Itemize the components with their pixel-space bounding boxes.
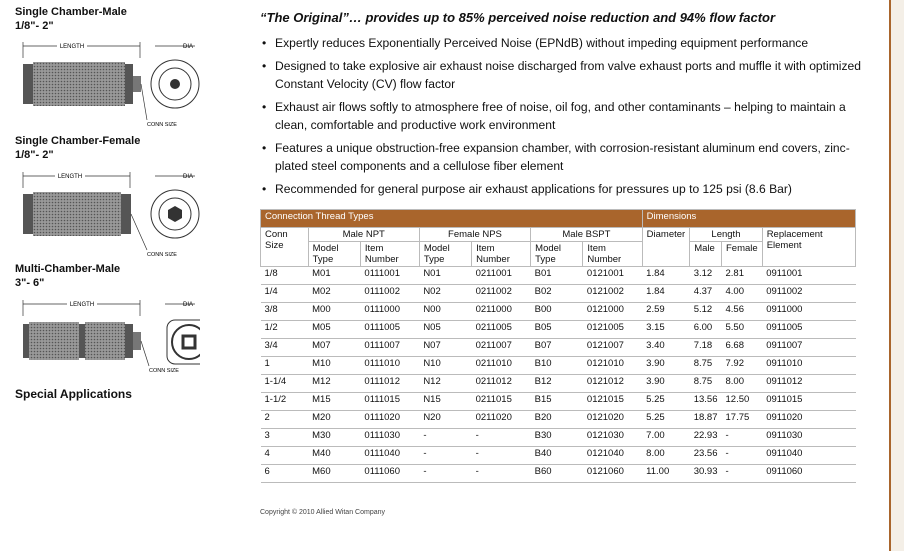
length-label: LENGTH bbox=[59, 44, 85, 50]
table-cell: 6.00 bbox=[690, 321, 722, 339]
table-cell: 0111007 bbox=[360, 339, 419, 357]
table-cell: 0911020 bbox=[762, 411, 855, 429]
table-cell: 0111002 bbox=[360, 285, 419, 303]
item-number-header: Item Number bbox=[360, 242, 419, 267]
table-cell: 2.81 bbox=[722, 267, 763, 285]
table-row bbox=[261, 375, 856, 393]
table-row bbox=[261, 357, 856, 375]
table-cell: M15 bbox=[308, 393, 360, 411]
table-row bbox=[261, 411, 856, 429]
table-cell: 0211020 bbox=[472, 411, 531, 429]
table-cell: 11.00 bbox=[642, 465, 690, 483]
table-body bbox=[261, 267, 856, 483]
table-cell: 17.75 bbox=[722, 411, 763, 429]
table-cell: 0211015 bbox=[472, 393, 531, 411]
conn-size-label: CONN SIZE bbox=[149, 368, 179, 374]
table-cell: 2.59 bbox=[642, 303, 690, 321]
table-cell: B02 bbox=[531, 285, 583, 303]
length-male-header: Male bbox=[690, 242, 722, 267]
table-cell: 0911007 bbox=[762, 339, 855, 357]
model-type-header: Model Type bbox=[308, 242, 360, 267]
table-cell: 1-1/2 bbox=[261, 393, 309, 411]
table-cell: M01 bbox=[308, 267, 360, 285]
table-cell: 0121040 bbox=[583, 447, 642, 465]
section-size: 1/8"- 2" bbox=[15, 20, 54, 32]
table-cell: 0111020 bbox=[360, 411, 419, 429]
table-cell: 3.15 bbox=[642, 321, 690, 339]
table-cell: B15 bbox=[531, 393, 583, 411]
table-cell: 5.25 bbox=[642, 393, 690, 411]
table-cell: 3/8 bbox=[261, 303, 309, 321]
table-cell: 0121001 bbox=[583, 267, 642, 285]
feature-list bbox=[262, 34, 867, 203]
conn-size-header: Conn Size bbox=[261, 228, 309, 267]
table-cell: 0111000 bbox=[360, 303, 419, 321]
dia-label: DIA bbox=[183, 174, 194, 180]
table-row bbox=[261, 285, 856, 303]
table-cell: 0911002 bbox=[762, 285, 855, 303]
table-cell: 0211007 bbox=[472, 339, 531, 357]
section-name: Single Chamber-Male bbox=[15, 6, 127, 18]
table-row bbox=[261, 465, 856, 483]
table-cell: 0911040 bbox=[762, 447, 855, 465]
dia-label: DIA bbox=[183, 302, 194, 308]
table-cell: 3.40 bbox=[642, 339, 690, 357]
model-type-header: Model Type bbox=[419, 242, 471, 267]
table-cell: 7.18 bbox=[690, 339, 722, 357]
table-cell: 6.68 bbox=[722, 339, 763, 357]
table-cell: B07 bbox=[531, 339, 583, 357]
table-cell: 0111005 bbox=[360, 321, 419, 339]
group-header-dimensions: Dimensions bbox=[642, 210, 855, 228]
table-cell: - bbox=[472, 465, 531, 483]
table-cell: 5.50 bbox=[722, 321, 763, 339]
table-cell: 1/8 bbox=[261, 267, 309, 285]
table-cell: 4.00 bbox=[722, 285, 763, 303]
table-cell: M00 bbox=[308, 303, 360, 321]
table-cell: - bbox=[472, 429, 531, 447]
model-type-header: Model Type bbox=[531, 242, 583, 267]
table-cell: N07 bbox=[419, 339, 471, 357]
table-cell: 0111015 bbox=[360, 393, 419, 411]
table-cell: B40 bbox=[531, 447, 583, 465]
length-female-header: Female bbox=[722, 242, 763, 267]
table-cell: 1.84 bbox=[642, 267, 690, 285]
table-cell: 0211001 bbox=[472, 267, 531, 285]
table-cell: - bbox=[722, 429, 763, 447]
table-cell: - bbox=[419, 465, 471, 483]
table-cell: 0121015 bbox=[583, 393, 642, 411]
headline: “The Original”… provides up to 85% perceived noise reduction and 94% flow factor bbox=[260, 10, 776, 25]
multi-male-diagram bbox=[15, 296, 200, 380]
special-applications-heading: Special Applications bbox=[15, 387, 132, 401]
table-cell: N05 bbox=[419, 321, 471, 339]
female-nps-header: Female NPS bbox=[419, 228, 530, 242]
table-cell: 1-1/4 bbox=[261, 375, 309, 393]
table-cell: N10 bbox=[419, 357, 471, 375]
male-bspt-header: Male BSPT bbox=[531, 228, 643, 242]
specification-table bbox=[260, 209, 856, 483]
table-cell: 8.75 bbox=[690, 375, 722, 393]
table-cell: 8.00 bbox=[722, 375, 763, 393]
table-cell: - bbox=[722, 465, 763, 483]
table-cell: 0911060 bbox=[762, 465, 855, 483]
conn-size-label: CONN SIZE bbox=[147, 252, 177, 258]
replacement-header: Replacement Element bbox=[762, 228, 855, 267]
table-cell: 30.93 bbox=[690, 465, 722, 483]
table-cell: 1 bbox=[261, 357, 309, 375]
table-cell: M02 bbox=[308, 285, 360, 303]
table-cell: 0121002 bbox=[583, 285, 642, 303]
table-cell: N15 bbox=[419, 393, 471, 411]
table-cell: 2 bbox=[261, 411, 309, 429]
table-cell: 6 bbox=[261, 465, 309, 483]
table-cell: 0121005 bbox=[583, 321, 642, 339]
item-number-header: Item Number bbox=[472, 242, 531, 267]
table-cell: 3 bbox=[261, 429, 309, 447]
table-cell: 8.00 bbox=[642, 447, 690, 465]
table-cell: 0911015 bbox=[762, 393, 855, 411]
table-cell: 0211000 bbox=[472, 303, 531, 321]
feature-bullet: • Expertly reduces Exponentially Perceived Noise (EPNdB) without impeding equipment performance bbox=[262, 34, 867, 52]
table-cell: - bbox=[419, 447, 471, 465]
table-cell: 23.56 bbox=[690, 447, 722, 465]
table-row bbox=[261, 393, 856, 411]
table-cell: - bbox=[419, 429, 471, 447]
table-cell: 12.50 bbox=[722, 393, 763, 411]
length-label: LENGTH bbox=[69, 302, 95, 308]
table-cell: 0911010 bbox=[762, 357, 855, 375]
table-cell: 0121020 bbox=[583, 411, 642, 429]
table-cell: 0121030 bbox=[583, 429, 642, 447]
feature-bullet: • Features a unique obstruction-free expansion chamber, with corrosion-resistant aluminum end covers, zinc-plated steel components and a cellulose fiber element bbox=[262, 139, 867, 175]
table-cell: M40 bbox=[308, 447, 360, 465]
table-cell: B05 bbox=[531, 321, 583, 339]
table-cell: 0121010 bbox=[583, 357, 642, 375]
table-cell: 0911012 bbox=[762, 375, 855, 393]
table-cell: 3.12 bbox=[690, 267, 722, 285]
table-cell: 3/4 bbox=[261, 339, 309, 357]
table-cell: 0121012 bbox=[583, 375, 642, 393]
table-cell: 0121000 bbox=[583, 303, 642, 321]
section-name: Single Chamber-Female bbox=[15, 135, 141, 147]
male-npt-header: Male NPT bbox=[308, 228, 419, 242]
item-number-header: Item Number bbox=[583, 242, 642, 267]
table-cell: 7.00 bbox=[642, 429, 690, 447]
table-cell: N12 bbox=[419, 375, 471, 393]
group-header-connection: Connection Thread Types bbox=[261, 210, 643, 228]
table-row bbox=[261, 303, 856, 321]
table-cell: M10 bbox=[308, 357, 360, 375]
table-cell: 0211010 bbox=[472, 357, 531, 375]
table-cell: 4 bbox=[261, 447, 309, 465]
single-female-diagram bbox=[15, 168, 200, 260]
section-title-multi-male bbox=[15, 262, 120, 290]
table-cell: 0911005 bbox=[762, 321, 855, 339]
conn-size-label: CONN SIZE bbox=[147, 122, 177, 128]
table-cell: 4.56 bbox=[722, 303, 763, 321]
section-title-single-female bbox=[15, 134, 140, 162]
table-cell: B20 bbox=[531, 411, 583, 429]
table-cell: 0111040 bbox=[360, 447, 419, 465]
table-cell: 4.37 bbox=[690, 285, 722, 303]
table-cell: 1/2 bbox=[261, 321, 309, 339]
table-cell: 0111060 bbox=[360, 465, 419, 483]
table-cell: 8.75 bbox=[690, 357, 722, 375]
section-name: Multi-Chamber-Male bbox=[15, 263, 121, 275]
table-cell: B12 bbox=[531, 375, 583, 393]
table-cell: 1/4 bbox=[261, 285, 309, 303]
table-cell: 3.90 bbox=[642, 357, 690, 375]
table-cell: 5.25 bbox=[642, 411, 690, 429]
table-cell: M12 bbox=[308, 375, 360, 393]
table-cell: 0911001 bbox=[762, 267, 855, 285]
table-cell: 7.92 bbox=[722, 357, 763, 375]
table-cell: 1.84 bbox=[642, 285, 690, 303]
table-cell: N20 bbox=[419, 411, 471, 429]
feature-bullet: • Exhaust air flows softly to atmosphere free of noise, oil fog, and other contaminants – helping to maintain a clean, comfortable and productive work environment bbox=[262, 98, 867, 134]
table-cell: 0211005 bbox=[472, 321, 531, 339]
table-row bbox=[261, 339, 856, 357]
table-cell: M60 bbox=[308, 465, 360, 483]
table-cell: M30 bbox=[308, 429, 360, 447]
table-cell: 0911000 bbox=[762, 303, 855, 321]
table-cell: 13.56 bbox=[690, 393, 722, 411]
table-cell: B00 bbox=[531, 303, 583, 321]
section-size: 3"- 6" bbox=[15, 277, 45, 289]
table-cell: B10 bbox=[531, 357, 583, 375]
dia-label: DIA bbox=[183, 44, 194, 50]
table-cell: B01 bbox=[531, 267, 583, 285]
length-header: Length bbox=[690, 228, 762, 242]
table-cell: M20 bbox=[308, 411, 360, 429]
table-cell: N02 bbox=[419, 285, 471, 303]
table-cell: M07 bbox=[308, 339, 360, 357]
table-cell: 22.93 bbox=[690, 429, 722, 447]
table-cell: 0111010 bbox=[360, 357, 419, 375]
table-cell: 0211012 bbox=[472, 375, 531, 393]
table-cell: - bbox=[722, 447, 763, 465]
section-size: 1/8"- 2" bbox=[15, 149, 54, 161]
single-male-diagram bbox=[15, 38, 200, 130]
table-cell: 0111030 bbox=[360, 429, 419, 447]
table-cell: N00 bbox=[419, 303, 471, 321]
table-cell: - bbox=[472, 447, 531, 465]
table-cell: N01 bbox=[419, 267, 471, 285]
section-title-single-male bbox=[15, 5, 127, 33]
table-cell: 0211002 bbox=[472, 285, 531, 303]
table-cell: 5.12 bbox=[690, 303, 722, 321]
table-cell: 0111012 bbox=[360, 375, 419, 393]
table-row bbox=[261, 267, 856, 285]
table-cell: M05 bbox=[308, 321, 360, 339]
table-cell: 0121060 bbox=[583, 465, 642, 483]
table-cell: 3.90 bbox=[642, 375, 690, 393]
table-cell: B30 bbox=[531, 429, 583, 447]
table-cell: 18.87 bbox=[690, 411, 722, 429]
table-row bbox=[261, 447, 856, 465]
table-cell: B60 bbox=[531, 465, 583, 483]
length-label: LENGTH bbox=[57, 174, 83, 180]
feature-bullet: • Designed to take explosive air exhaust noise discharged from valve exhaust ports and muffle it with optimized Constant Velocity (CV) flow factor bbox=[262, 57, 867, 93]
copyright: Copyright © 2010 Allied Witan Company bbox=[260, 509, 385, 516]
feature-bullet: • Recommended for general purpose air exhaust applications for pressures up to 125 psi (8.6 Bar) bbox=[262, 180, 867, 198]
diameter-header: Diameter bbox=[642, 228, 690, 267]
table-row bbox=[261, 321, 856, 339]
right-page-border bbox=[889, 0, 904, 551]
table-cell: 0911030 bbox=[762, 429, 855, 447]
table-row bbox=[261, 429, 856, 447]
table-cell: 0111001 bbox=[360, 267, 419, 285]
table-cell: 0121007 bbox=[583, 339, 642, 357]
